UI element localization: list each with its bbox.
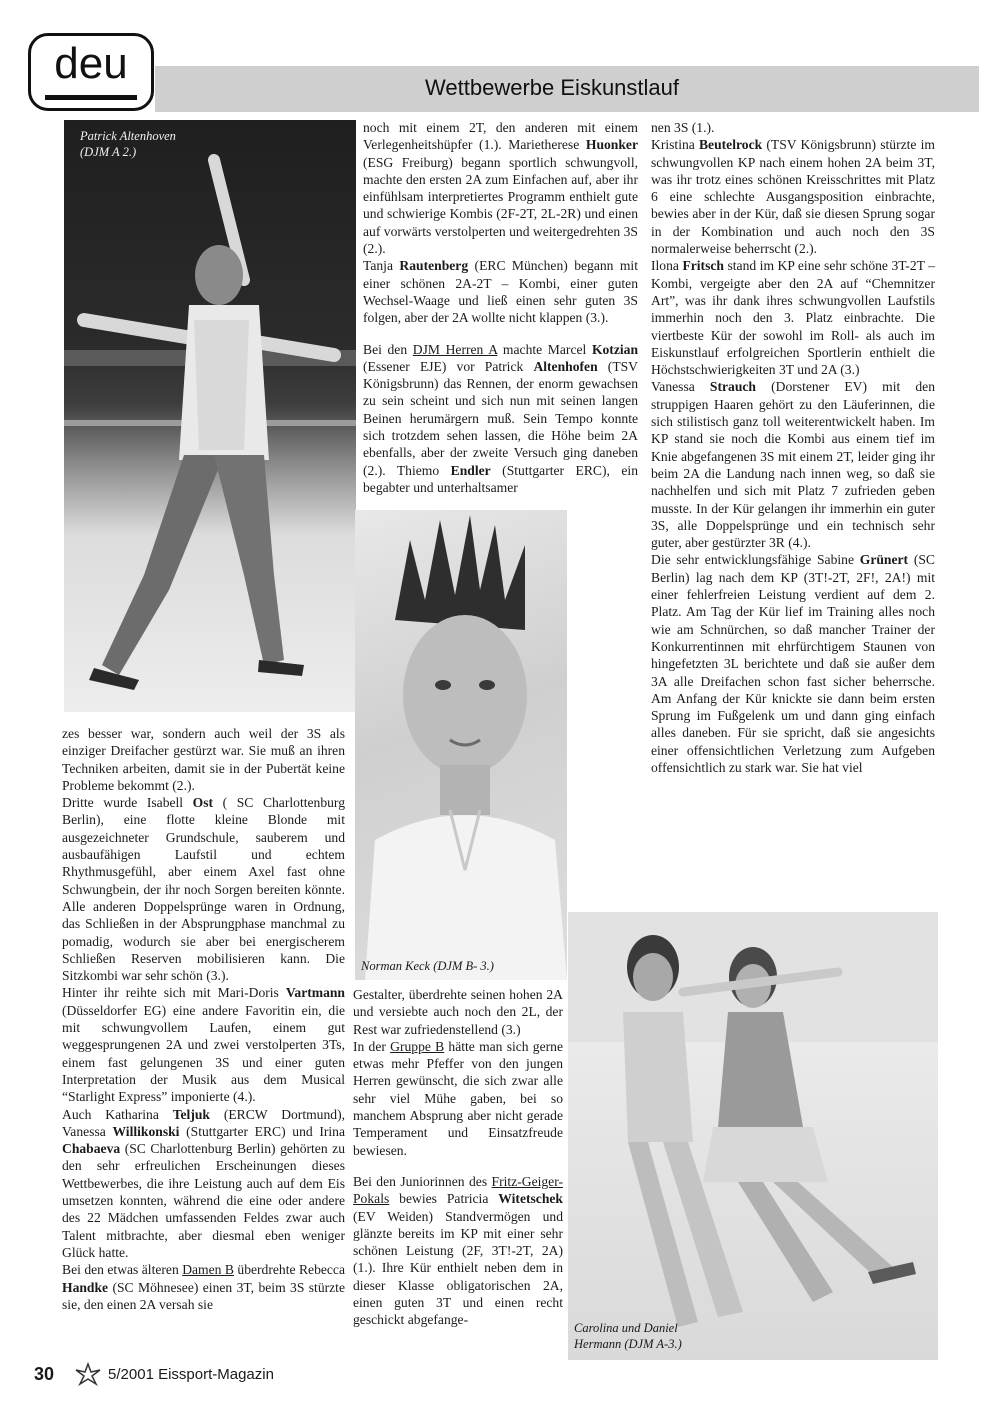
photo-norman-keck (355, 510, 567, 980)
athlete-name: Huonker (585, 137, 638, 153)
col2-paragraph: In der Gruppe B hätte man sich gerne etwas mehr Pfeffer von den jungen Herren gewünscht, die sich zwar alle sehr viel Mühe gaben, bei so manchem Absprung aber nicht gerade Temperament und Einsatzfreude bewiesen. (353, 1038, 563, 1158)
athlete-name: Vartmann (285, 985, 345, 1001)
page-number: 30 (34, 1363, 55, 1384)
col1-paragraph: Auch Katharina Teljuk (ERCW Dortmund), Vanessa Willikonski (Stuttgarter ERC) und Irina Chabaeva (SC Charlottenburg Berlin) gehörten zu den sehr erfreulichen Erscheinungen dieses Wettbewerbes, die ihre Leistung auch auf dem Eis umsetzen konnten, während die eine oder andere des 22 Mädchen umfassenden Feldes zwar auch Talent mitbrachte, aber diesmal eben weniger Glück hatte. (62, 1106, 345, 1260)
section-header-band (155, 66, 979, 112)
article-column-2-bottom (353, 986, 563, 1329)
athlete-name: Fritsch (682, 258, 724, 274)
category-fritz-geiger-pokal: Fritz-Geiger-Pokals (353, 1173, 563, 1207)
athlete-name: Ost (192, 795, 214, 811)
athlete-name: Beutelrock (698, 137, 763, 153)
col3-paragraph: nen 3S (1.). (651, 120, 715, 135)
col1-paragraph: zes besser war, sondern auch weil der 3S als einziger Dreifacher gestürzt war. Sie muß an ihren Techniken arbeiten, damit sie in der Pubertät keine Probleme bekommt (2.). (62, 726, 345, 793)
caption-pair-line2: Hermann (DJM A-3.) (574, 1337, 682, 1351)
issue-label: 5/2001 Eissport-Magazin (108, 1365, 274, 1383)
eagle-emblem-icon (74, 1362, 102, 1386)
caption-pair-line1: Carolina und Daniel (574, 1321, 678, 1335)
col2-paragraph: Tanja Rautenberg (ERC München) begann mit einer schönen 2A-2T – Kombi, einer guten Wechsel-Waage und ließ einen sehr guten 3S folgen, aber der 2A wollte nicht klappen (3.). (363, 258, 638, 326)
col1-paragraph: Dritte wurde Isabell Ost ( SC Charlottenburg Berlin), eine flotte kleine Blonde mit ausgezeichneter Grundschule, sauberem und ausbaufähigen Laufstil und echtem Rhythmusgefühl, aber einem Axel fast ohne Schwungbein, der ihr noch Sorgen bereiten könnte. Alle anderen Doppelsprünge waren in Ordnung, das Schließen in der Absprungphase manchmal zu pomadig, wodurch sie aber bei energischerem Schließen Reserven mobilisieren kann. Die Sitzkombi war sehr schön (3.). (62, 795, 345, 984)
col1-paragraph: Bei den etwas älteren Damen B überdrehte Rebecca Handke (SC Möhnesee) einen 3T, beim 3S stürzte sie, den einen 2A versah sie (62, 1262, 345, 1312)
page-footer (34, 1362, 274, 1386)
logo-underline-bar (45, 95, 137, 100)
portrait-illustration (355, 510, 567, 980)
col3-paragraph: Kristina Beutelrock (TSV Königsbrunn) stürzte im schwungvollen KP nach einem hohen 2A beim 3T, was ihr trotz eines schönen Kreisschrittes mit Platz 6 eine schlechte Ausgangsposition einbrachte, bewies aber in der Kür, daß sie diesen Sprung sogar in der Kombination und auch noch den 3S normalerweise beherrscht (2.). (651, 137, 935, 257)
pair-skaters-illustration (568, 912, 938, 1360)
category-gruppe-b: Gruppe B (390, 1038, 445, 1054)
col3-paragraph: Vanessa Strauch (Dorstener EV) mit den struppigen Haaren gehört zu den Läuferinnen, die sich stilistisch ganz toll weiterentwickelt haben. Im KP stand sie noch die Kombi aus einem tief im Knie abgefangenen 3S mit einem 2T, leider ging ihr beim 2A die Landung nach innen weg, so daß sie nachhelfen und sich mit Platz 7 zufrieden geben musste. In der Kür gelangen ihr immerhin ein guter 3S, alle Doppelsprünge und ein technisch sehr guter, aber gestürzter 3R (4.). (651, 379, 936, 551)
caption-boy: Norman Keck (DJM B- 3.) (361, 959, 494, 973)
col1-paragraph: Hinter ihr reihte sich mit Mari-Doris Vartmann (Düsseldorfer EG) eine andere Favoritin ein, die mit schwungvollem Laufen, einem gut weggesprungenen 2A und zwei verstolperten 3Ts, einem fast gelungenen 3S und einer guten Interpretation der Musik aus dem Musical “Starlight Express” imponierte (4.). (62, 985, 345, 1105)
athlete-name: Chabaeva (62, 1141, 121, 1157)
athlete-name: Strauch (709, 379, 756, 395)
col3-paragraph: Ilona Fritsch stand im KP eine sehr schöne 3T-2T – Kombi, vergeigte aber den 2A auf “Chemnitzer Art”, was ihr dank ihres schwungvollen Laufstils immerhin noch den 3. Platz einbrachte. Die viertbeste Kür der sowohl im Roll- als auch im Eiskunstlauf erfolgreichen Sportlerin enthielt die Höchstschwierigkeiten 3T und 2A (3.) (651, 258, 935, 378)
caption-skater-line2: (DJM A 2.) (80, 145, 137, 159)
magazine-logo (28, 33, 154, 111)
skater-figure-illustration (64, 120, 356, 712)
col2-paragraph: noch mit einem 2T, den anderen mit einem Verlegenheitshüpfer (1.). Marietherese Huonker (ESG Freiburg) begann sportlich schwungvoll, machte den ersten 2A zum Einfachen auf, aber ihr einfühlsam interpretiertes Programm enthielt gute und schwierige Kombis (2F-2T, 2L-2R) und einen auf vorwärts verstolperten und weitergedrehten 3S (2.). (363, 120, 638, 257)
col3-paragraph: Die sehr entwicklungsfähige Sabine Grünert (SC Berlin) lag nach dem KP (3T!-2T, 2F!, 2A!) mit einer fehlerfreien Leistung verdient auf dem 2. Platz. Am Tag der Kür lief im Training alles noch wie am Schnürchen, so daß mancher Trainer der Konkurrentinnen mit ehrfürchtigem Staunen von hingefetzten 3L berichtete und daß sie außer dem 3A alle Dreifachen schon fast sicher beherrsche. Am Anfang der Kür knickte sie dann beim ersten Sprung im Fußgelenk um und dann ging einfach alles daneben. Für sie spricht, daß sie angesichts einer offensichtlichen Verletzung zum Aufgeben offensichtlich zu stark war. Sie hat viel (651, 552, 935, 775)
athlete-name: Witetschek (498, 1191, 563, 1207)
article-column-3 (651, 119, 935, 776)
photo-carolina-daniel-hermann (568, 912, 938, 1360)
athlete-name: Rautenberg (399, 258, 469, 274)
article-column-1 (62, 725, 345, 1313)
athlete-name: Endler (450, 462, 491, 478)
caption-skater-line1: Patrick Altenhoven (80, 129, 176, 143)
section-title: Wettbewerbe Eiskunstlauf (425, 75, 679, 100)
logo-text: deu (54, 39, 128, 88)
athlete-name: Altenhofen (533, 358, 598, 374)
col2-paragraph: Gestalter, überdrehte seinen hohen 2A und versiebte auch noch den 2L, der Rest war zufriedenstellend (3.) (353, 987, 563, 1037)
athlete-name: Kotzian (591, 341, 639, 357)
athlete-name: Willikonski (112, 1123, 180, 1139)
photo-patrick-altenhoven (64, 120, 356, 712)
athlete-name: Grünert (859, 552, 909, 568)
athlete-name: Handke (62, 1279, 109, 1295)
category-damen-b: Damen B (182, 1262, 234, 1278)
athlete-name: Teljuk (172, 1106, 210, 1122)
col2-paragraph: Bei den Juniorinnen des Fritz-Geiger-Pokals bewies Patricia Witetschek (EV Weiden) Standvermögen und glänzte bereits im KP mit einer sehr schönen Leistung (2F, 3T!-2T, 2A) (1.). Ihre Kür enthielt neben dem in dieser Klasse obligatorischen 2A, einen guten 3T und einen recht geschickt abgefange- (353, 1173, 563, 1328)
category-djm-herren-a: DJM Herren A (412, 341, 498, 357)
col2-paragraph: Bei den DJM Herren A machte Marcel Kotzian (Essener EJE) vor Patrick Altenhofen (TSV Königsbrunn) das Rennen, der enorm gewachsen zu sein scheint und sich nun mit seinen langen Beinen herumärgern muß. Sein Tempo konnte sich trotzdem sehen lassen, die Höhe beim 2A ebenfalls, aber der zweite Versuch ging daneben (2.). Thiemo Endler (Stuttgarter ERC), ein begabter und unterhaltsamer (363, 341, 639, 495)
article-column-2-top (363, 119, 638, 496)
